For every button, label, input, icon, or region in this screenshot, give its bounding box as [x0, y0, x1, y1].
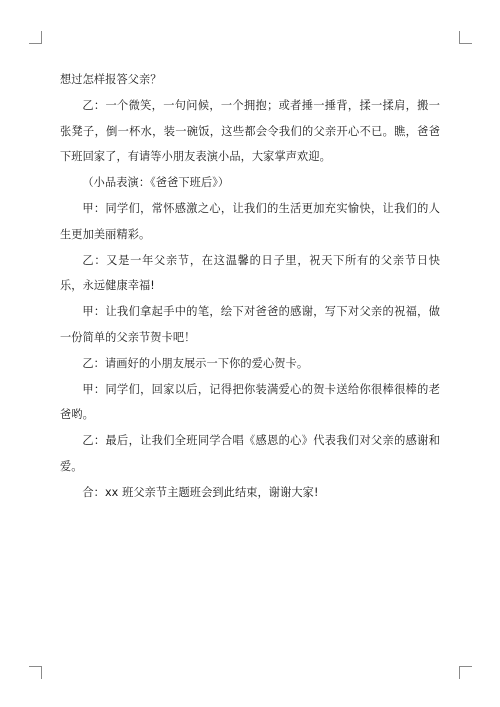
paragraph-yi-intro: 乙：一个微笑，一句问候，一个拥抱；或者捶一捶背，揉一揉肩，搬一张凳子，倒一杯水，装一碗饭，这些都会令我们的父亲开心不已。瞧，爸爸下班回家了，有请等小朋友表演小品，大家掌声欢迎。	[60, 98, 440, 164]
crop-mark-bottom-left	[29, 666, 42, 679]
paragraph-jia-gratitude: 甲：同学们，常怀感激之心，让我们的生活更加充实愉快，让我们的人生更加美丽精彩。	[60, 201, 440, 241]
paragraph-jia-card: 甲：让我们拿起手中的笔，绘下对爸爸的感谢，写下对父亲的祝福，做一份简单的父亲节贺卡吧！	[60, 305, 440, 344]
crop-mark-bottom-right	[459, 666, 472, 679]
paragraph-yi-blessing: 乙：又是一年父亲节，在这温馨的日子里，祝天下所有的父亲节日快乐，永远健康幸福!	[60, 253, 440, 293]
crop-mark-top-right	[459, 31, 472, 44]
paragraph-jia-give-card: 甲：同学们，回家以后，记得把你装满爱心的贺卡送给你很棒很棒的老爸哟。	[60, 382, 440, 422]
document-body	[60, 67, 440, 506]
paragraph-yi-show-card: 乙：请画好的小朋友展示一下你的爱心贺卡。	[82, 356, 309, 370]
paragraph-closing: 合：xx 班父亲节主题班会到此结束，谢谢大家!	[82, 485, 319, 499]
paragraph-continuation: 想过怎样报答父亲？	[60, 73, 162, 86]
paragraph-yi-song: 乙：最后，让我们全班同学合唱《感恩的心》代表我们对父亲的感谢和爱。	[60, 434, 440, 473]
crop-mark-top-left	[29, 31, 42, 44]
paragraph-skit-note: （小品表演：《爸爸下班后》）	[82, 176, 230, 190]
